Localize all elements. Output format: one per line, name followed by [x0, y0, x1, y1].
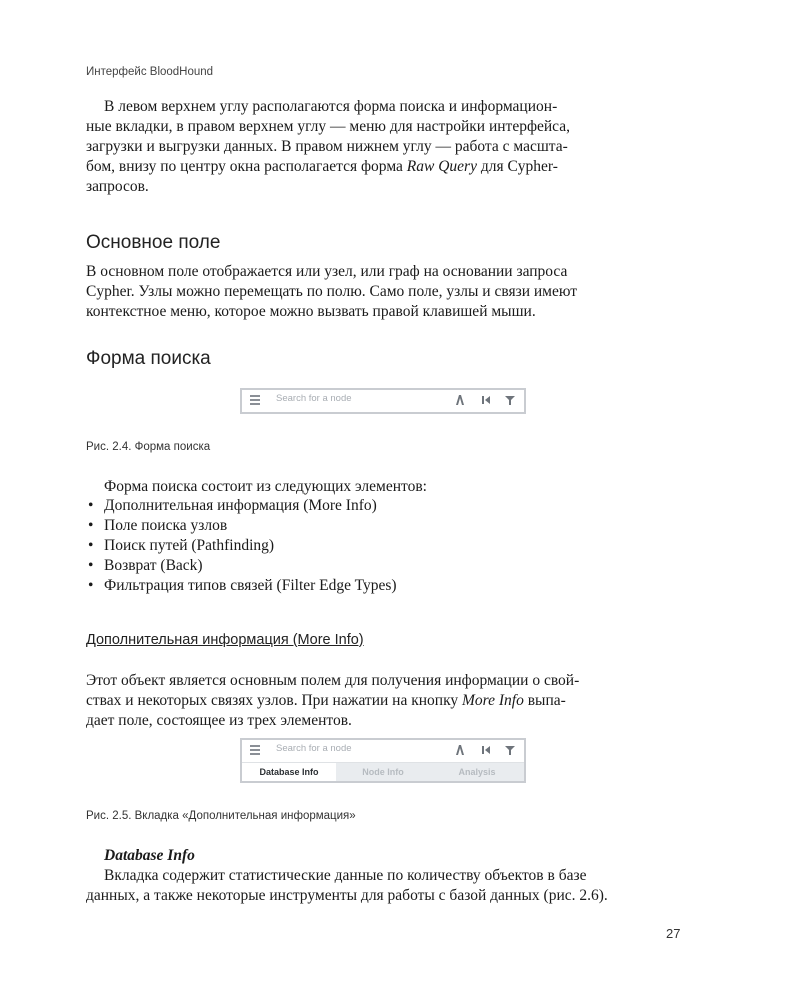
intro-line-4-end: для Cypher- — [476, 158, 558, 175]
search-intro — [86, 477, 682, 497]
intro-line-5: запросов. — [86, 178, 149, 195]
more-info-line-2-end: выпа- — [523, 692, 566, 709]
db-info-line-1: Вкладка содержит статистические данные по количеству объектов в базе — [104, 867, 587, 884]
menu-icon[interactable] — [250, 745, 260, 755]
db-info-line-2: данных, а также некоторые инструменты для работы с базой данных (рис. 2.6). — [86, 887, 608, 904]
page-number: 27 — [666, 926, 681, 941]
heading-database-info: Database Info — [104, 847, 195, 864]
intro-paragraph — [86, 97, 682, 197]
search-intro-text: Форма поиска состоит из следующих элементов: — [104, 478, 427, 495]
filter-icon[interactable] — [504, 394, 516, 406]
more-info-line-3: дает поле, состоящее из трех элементов. — [86, 712, 352, 729]
menu-icon[interactable] — [250, 395, 260, 405]
list-item: • Фильтрация типов связей (Filter Edge Types) — [86, 576, 397, 596]
main-line-2: Cypher. Узлы можно перемещать по полю. Само поле, узлы и связи имеют — [86, 283, 578, 300]
database-info-section — [86, 846, 682, 906]
search-form-figure — [240, 388, 526, 414]
raw-query-term: Raw Query — [406, 158, 477, 175]
search-input[interactable] — [276, 393, 446, 404]
tab-database-info[interactable]: Database Info — [242, 763, 336, 781]
intro-line-3: загрузки и выгрузки данных. В правом нижнем углу — работа с масшта- — [86, 138, 568, 155]
intro-line-1: В левом верхнем углу располагаются форма поиска и информацион- — [104, 98, 558, 115]
more-info-paragraph — [86, 671, 682, 731]
heading-main-field: Основное поле — [86, 232, 221, 253]
more-info-figure — [240, 738, 526, 783]
filter-icon[interactable] — [504, 744, 516, 756]
more-info-line-1: Этот объект является основным полем для получения информации о свой- — [86, 672, 580, 689]
tab-analysis[interactable]: Analysis — [430, 763, 524, 781]
pathfinding-icon[interactable] — [454, 394, 466, 406]
list-item: • Дополнительная информация (More Info) — [86, 496, 397, 516]
main-line-1: В основном поле отображается или узел, или граф на основании запроса — [86, 263, 568, 280]
figure-2-5-caption: Рис. 2.5. Вкладка «Дополнительная информация» — [86, 810, 356, 822]
list-item: • Поле поиска узлов — [86, 516, 397, 536]
main-field-paragraph — [86, 262, 682, 322]
main-line-3: контекстное меню, которое можно вызвать правой клавишей мыши. — [86, 303, 536, 320]
search-input[interactable] — [276, 743, 446, 754]
back-icon[interactable] — [480, 394, 492, 406]
heading-search-form: Форма поиска — [86, 348, 211, 369]
search-elements-list — [86, 496, 397, 596]
more-info-line-2: ствах и некоторых связях узлов. При нажатии на кнопку — [86, 692, 463, 709]
figure-2-4-caption: Рис. 2.4. Форма поиска — [86, 441, 211, 453]
back-icon[interactable] — [480, 744, 492, 756]
heading-more-info: Дополнительная информация (More Info) — [86, 632, 364, 648]
list-item: • Поиск путей (Pathfinding) — [86, 536, 397, 556]
intro-line-2: ные вкладки, в правом верхнем углу — меню для настройки интерфейса, — [86, 118, 570, 135]
intro-line-4: бом, внизу по центру окна располагается форма — [86, 158, 407, 175]
pathfinding-icon[interactable] — [454, 744, 466, 756]
tab-node-info[interactable]: Node Info — [336, 763, 430, 781]
running-header: Интерфейс BloodHound — [86, 66, 214, 78]
list-item: • Возврат (Back) — [86, 556, 397, 576]
more-info-term: More Info — [462, 692, 524, 709]
info-tabs — [242, 762, 524, 781]
